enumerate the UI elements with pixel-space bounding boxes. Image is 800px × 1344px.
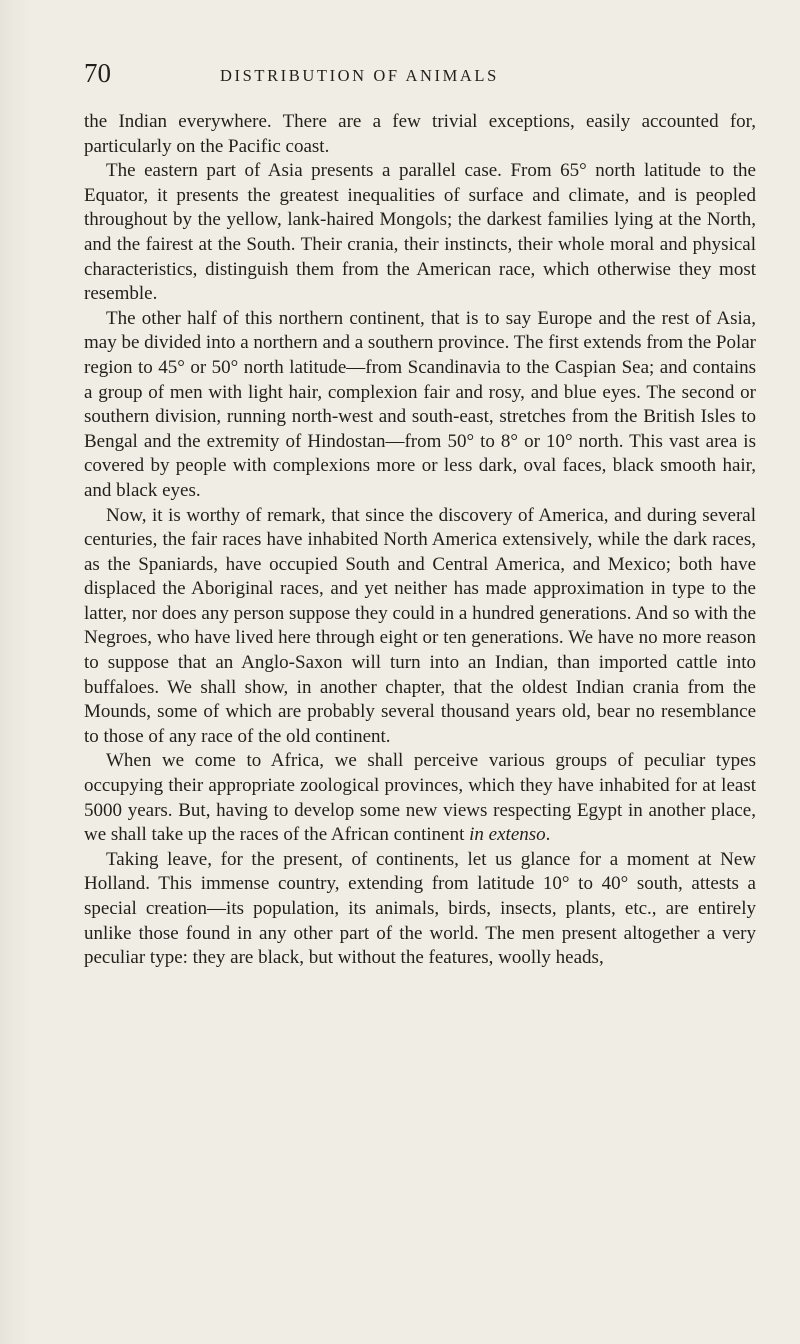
- paragraph: Taking leave, for the present, of continents, let us glance for a moment at New Holland. This immense country, extending from latitude 10° to 40° south, attests a special creation—its population, its animals, birds, insects, plants, etc., are entirely unlike those found in any other part of the world. The men present altogether a very peculiar type: they are black, but without the features, woolly heads,: [84, 848, 756, 969]
- paragraph-text: When we come to Africa, we shall perceive various groups of peculiar types occupying their appropriate zoological provinces, which they have inhabited for at least 5000 years. But, having to develop some new views respecting Egypt in another place, we shall take up the races of the African continent: [84, 750, 756, 846]
- italic-phrase: in extenso: [469, 824, 546, 846]
- running-head: DISTRIBUTION OF ANIMALS: [220, 66, 499, 85]
- body-text: [84, 110, 756, 971]
- page-header: [84, 58, 756, 92]
- paragraph: Now, it is worthy of remark, that since the discovery of America, and during several centuries, the fair races have inhabited North America extensively, while the dark races, as the Spaniards, have occupied South and Central America, and Mexico; both have displaced the Aboriginal races, and yet neither has made approximation in type to the latter, nor does any person suppose they could in a hundred generations. And so with the Negroes, who have lived here through eight or ten generations. We have no more reason to suppose that an Anglo-Saxon will turn into an Indian, than imported cattle into buffaloes. We shall show, in another chapter, that the oldest Indian crania from the Mounds, some of which are probably several thousand years old, bear no resemblance to those of any race of the old continent.: [84, 504, 757, 747]
- paragraph-text-end: .: [545, 824, 551, 846]
- paragraph: [84, 749, 756, 847]
- paragraph: The eastern part of Asia presents a parallel case. From 65° north latitude to the Equator, it presents the greatest inequalities of surface and climate, and is peopled throughout by the yellow, lank-haired Mongols; the darkest families lying at the North, and the fairest at the South. Their crania, their instincts, their whole moral and physical characteristics, distinguish them from the American race, which otherwise they most resemble.: [84, 160, 756, 305]
- paragraph: the Indian everywhere. There are a few trivial exceptions, easily accounted for, particularly on the Pacific coast.: [84, 111, 756, 157]
- paragraph: The other half of this northern continent, that is to say Europe and the rest of Asia, may be divided into a northern and a southern province. The first extends from the Polar region to 45° or 50° north latitude—from Scandinavia to the Caspian Sea; and contains a group of men with light hair, complexion fair and rosy, and blue eyes. The second or southern division, running north-west and south-east, stretches from the British Isles to Bengal and the extremity of Hindostan—from 50° to 8° or 10° north. This vast area is covered by people with complexions more or less dark, oval faces, black smooth hair, and black eyes.: [84, 307, 756, 501]
- page-number: 70: [84, 58, 111, 88]
